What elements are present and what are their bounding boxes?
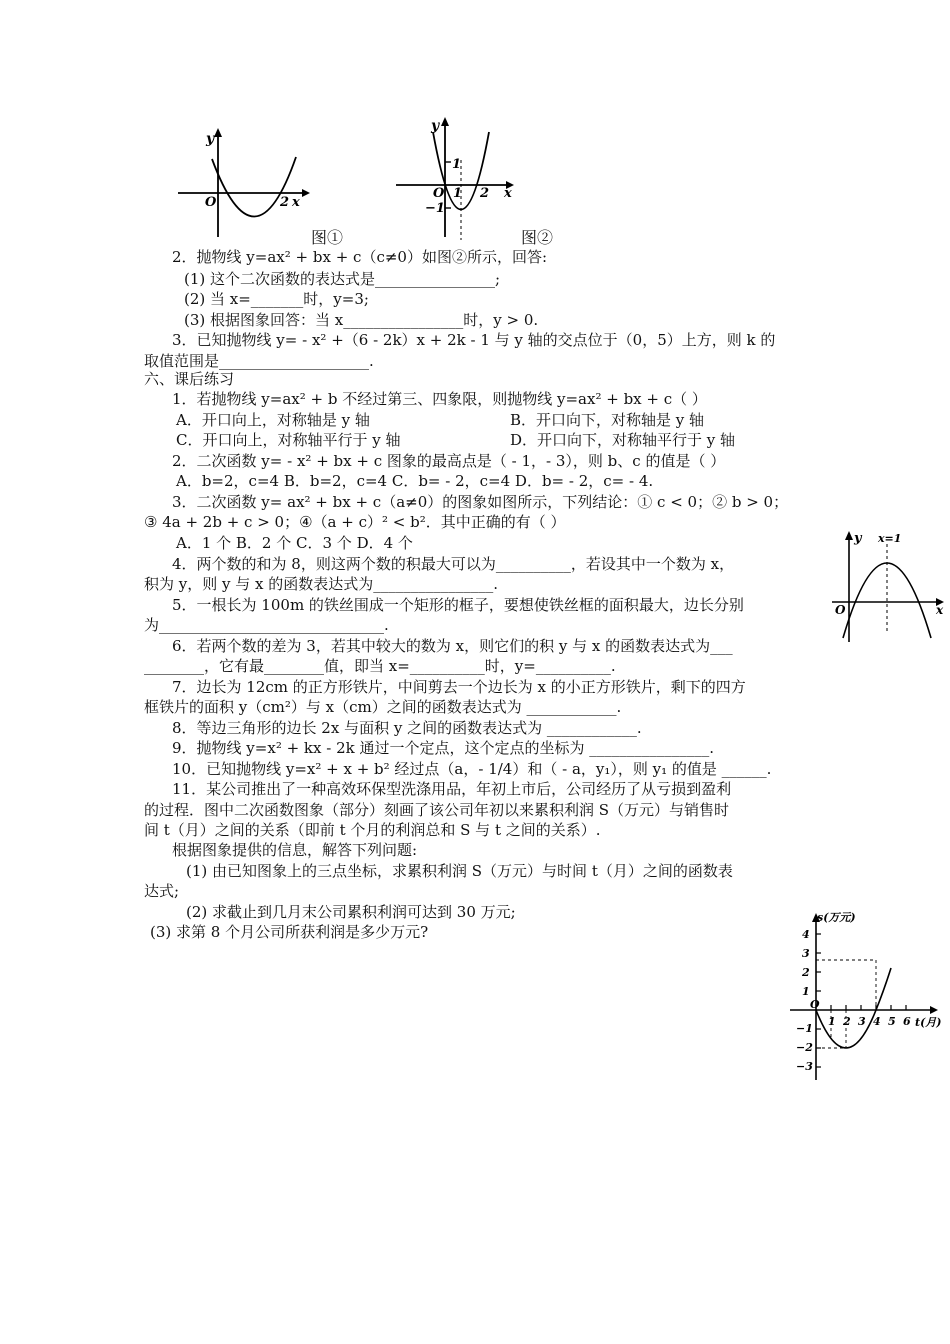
fig1-origin: O (205, 195, 217, 210)
fig1-x-arrow (302, 189, 310, 197)
fig2-tick-label-top: 1 (452, 157, 462, 172)
fig2-tick-1: 1 (453, 186, 463, 201)
figure-3-graph (830, 528, 948, 646)
ex5-stem: 5．一根长为 100m 的铁丝围成一个矩形的框子，要想使铁丝框的面积最大，边长分别 (172, 596, 744, 614)
fig3-axis-label: x=1 (878, 532, 902, 545)
ex7-stem-cont: 框铁片的面积 y（cm²）与 x（cm）之间的函数表达式为 ____________. (144, 698, 622, 716)
fig4-ticks (816, 934, 906, 1067)
q2-part-1: (1) 这个二次函数的表达式是________________; (184, 270, 501, 288)
ex11-part-1: (1) 由已知图象上的三点坐标，求累积利润 S（万元）与时间 t（月）之间的函数表 (186, 862, 733, 880)
ex6-stem: 6．若两个数的差为 3，若其中较大的数为 x，则它们的积 y 与 x 的函数表达式为___ (172, 637, 733, 655)
fig4-xtick-2: 2 (843, 1015, 851, 1028)
fig4-guides (816, 960, 876, 1048)
ex5-stem-cont: 为______________________________. (144, 616, 389, 634)
ex1-stem: 1．若抛物线 y=ax² + b 不经过第三、四象限，则抛物线 y=ax² + bx + c（ ） (172, 390, 707, 408)
fig2-y-label: y (431, 118, 440, 134)
fig4-xtick-4: 4 (873, 1015, 881, 1028)
ex3-stem: 3．二次函数 y= ax² + bx + c（a≠0）的图象如图所示，下列结论：① c < 0；② b > 0； (172, 493, 789, 511)
fig2-origin: O (433, 186, 445, 201)
fig2-tick-2: 2 (480, 186, 490, 201)
figure-2-caption: 图② (521, 228, 554, 247)
fig4-ytick-2: 2 (802, 966, 810, 979)
ex1-option-d: D．开口向下，对称轴平行于 y 轴 (510, 431, 736, 449)
fig4-x-label: t(月) (915, 1016, 942, 1029)
ex9-stem: 9．抛物线 y=x² + kx - 2k 通过一个定点，这个定点的坐标为 ________________. (172, 739, 715, 757)
q2-part-3: (3) 根据图象回答：当 x________________时，y > 0. (184, 311, 539, 329)
ex2-options: A．b=2，c=4 B．b=2，c=4 C．b= - 2，c=4 D．b= - 2，c= - 4. (176, 472, 654, 490)
ex7-stem: 7．边长为 12cm 的正方形铁片，中间剪去一个边长为 x 的小正方形铁片，剩下的四方 (172, 678, 746, 696)
fig3-y-arrow (845, 531, 853, 540)
fig4-x-arrow (930, 1006, 938, 1014)
fig4-ytick-3: 3 (802, 947, 810, 960)
ex3-stem-cont: ③ 4a + 2b + c > 0；④（a + c）² < b²．其中正确的有（ ） (144, 513, 566, 531)
fig3-origin: O (835, 603, 846, 617)
ex1-option-a: A．开口向上，对称轴是 y 轴 (176, 411, 370, 429)
fig4-origin: O (810, 998, 820, 1011)
ex4-stem-cont: 积为 y，则 y 与 x 的函数表达式为________________. (144, 575, 499, 593)
ex11-stem-cont-1: 的过程．图中二次函数图象（部分）刻画了该公司年初以来累积利润 S（万元）与销售时 (144, 801, 730, 819)
fig4-xtick-1: 1 (828, 1015, 836, 1028)
fig3-y-label: y (854, 531, 862, 546)
ex11-stem-cont-2: 间 t（月）之间的关系（即前 t 个月的利润总和 S 与 t 之间的关系）. (144, 821, 601, 839)
fig2-tick-label-bottom: −1 (425, 201, 445, 216)
fig4-y-label: s(万元) (817, 911, 856, 924)
ex4-stem: 4．两个数的和为 8，则这两个数的积最大可以为__________，若设其中一个数为 x， (172, 555, 735, 573)
fig1-y-arrow (214, 128, 222, 137)
fig1-y-label: y (206, 131, 215, 147)
fig1-x-label: x (292, 195, 300, 210)
ex8-stem: 8．等边三角形的边长 2x 与面积 y 之间的函数表达式为 ____________. (172, 719, 642, 737)
ex11-stem: 11．某公司推出了一种高效环保型洗涤用品，年初上市后，公司经历了从亏损到盈利 (172, 780, 732, 798)
section-heading: 六、课后练习 (144, 370, 235, 388)
ex11-part-1-cont: 达式; (144, 882, 180, 900)
ex1-option-c: C．开口向上，对称轴平行于 y 轴 (176, 431, 401, 449)
ex1-option-b: B．开口向下，对称轴是 y 轴 (510, 411, 705, 429)
fig2-y-arrow (441, 117, 449, 126)
fig2-x-label: x (504, 186, 512, 201)
figure-1-graph (170, 125, 310, 240)
fig4-ytick-4: 4 (802, 928, 810, 941)
ex3-options: A．1 个 B．2 个 C．3 个 D．4 个 (176, 534, 413, 552)
fig1-tick-2: 2 (280, 195, 290, 210)
ex10-stem: 10．已知抛物线 y=x² + x + b² 经过点（a，- 1/4）和（ - a，y₁），则 y₁ 的值是 ______. (172, 760, 772, 778)
ex11-part-3: (3) 求第 8 个月公司所获利润是多少万元? (150, 923, 429, 941)
fig4-xtick-5: 5 (888, 1015, 896, 1028)
fig3-x-label: x (936, 603, 944, 617)
q3-stem-cont: 取值范围是____________________. (144, 352, 374, 370)
q2-part-2: (2) 当 x=_______时，y=3; (184, 290, 369, 308)
q2-stem: 2．抛物线 y=ax² + bx + c（c≠0）如图②所示，回答: (172, 248, 548, 266)
q3-stem: 3．已知抛物线 y= - x² +（6 - 2k）x + 2k - 1 与 y 轴的交点位于（0，5）上方，则 k 的 (172, 331, 776, 349)
fig4-curve (816, 968, 891, 1048)
fig4-ytick-1: 1 (802, 985, 810, 998)
fig4-xtick-6: 6 (903, 1015, 911, 1028)
fig4-xtick-3: 3 (858, 1015, 866, 1028)
fig4-ytick-neg2: −2 (796, 1041, 813, 1054)
ex11-instruction: 根据图象提供的信息，解答下列问题: (172, 841, 418, 859)
figure-4-profit-graph (790, 908, 950, 1083)
ex6-stem-cont: ________，它有最________值，即当 x=__________时，y=__________. (144, 657, 616, 675)
fig4-ytick-neg1: −1 (796, 1022, 813, 1035)
figure-2-graph (393, 112, 518, 242)
ex2-stem: 2．二次函数 y= - x² + bx + c 图象的最高点是（ - 1，- 3），则 b、c 的值是（ ） (172, 452, 726, 470)
fig4-ytick-neg3: −3 (796, 1060, 813, 1073)
ex11-part-2: (2) 求截止到几月末公司累积利润可达到 30 万元; (186, 903, 516, 921)
figure-1-caption: 图① (311, 228, 344, 247)
